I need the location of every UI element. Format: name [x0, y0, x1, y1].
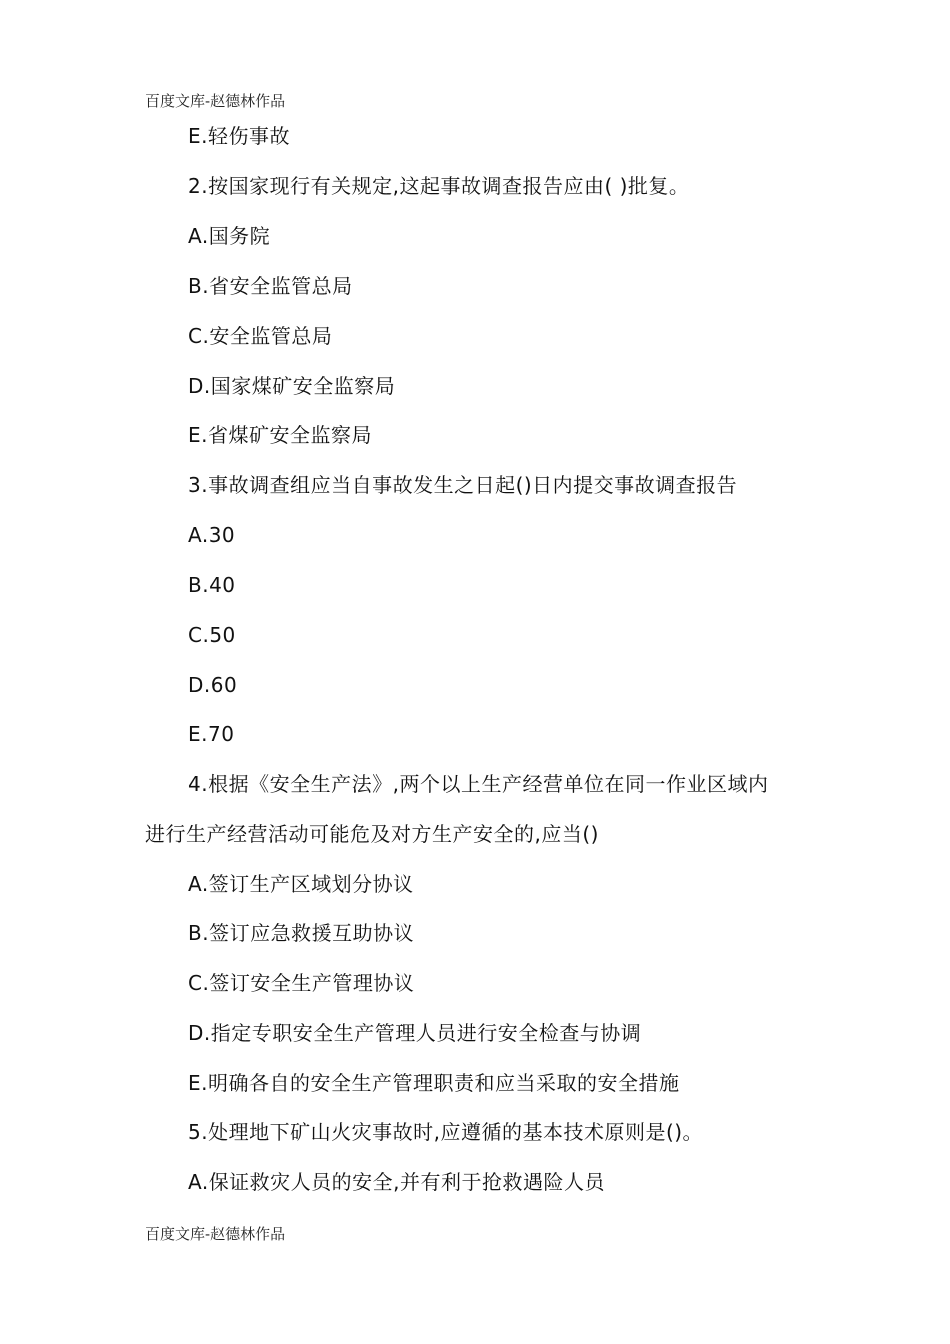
option-d-q2: D.国家煤矿安全监察局 — [188, 374, 396, 398]
option-a-q4: A.签订生产区域划分协议 — [188, 872, 414, 896]
option-c-q2: C.安全监管总局 — [188, 324, 333, 348]
option-d-q4: D.指定专职安全生产管理人员进行安全检查与协调 — [188, 1021, 642, 1045]
option-a-q2: A.国务院 — [188, 224, 271, 248]
option-c-q3: C.50 — [188, 623, 236, 647]
question-2: 2.按国家现行有关规定,这起事故调查报告应由( )批复。 — [188, 174, 690, 198]
page-header: 百度文库-赵德林作品 — [145, 92, 286, 110]
option-a-q3: A.30 — [188, 523, 236, 547]
option-b-q2: B.省安全监管总局 — [188, 274, 353, 298]
option-a-q5: A.保证救灾人员的安全,并有利于抢救遇险人员 — [188, 1170, 606, 1194]
question-4-line-1: 4.根据《安全生产法》,两个以上生产经营单位在同一作业区域内 — [188, 772, 769, 796]
question-4-line-2: 进行生产经营活动可能危及对方生产安全的,应当() — [145, 822, 599, 846]
option-c-q4: C.签订安全生产管理协议 — [188, 971, 415, 995]
question-3: 3.事故调查组应当自事故发生之日起()日内提交事故调查报告 — [188, 473, 738, 497]
option-b-q4: B.签订应急救援互助协议 — [188, 921, 415, 945]
option-e-q3: E.70 — [188, 722, 235, 746]
option-b-q3: B.40 — [188, 573, 236, 597]
page-footer: 百度文库-赵德林作品 — [145, 1225, 286, 1243]
option-e-q2: E.省煤矿安全监察局 — [188, 423, 372, 447]
question-5: 5.处理地下矿山火灾事故时,应遵循的基本技术原则是()。 — [188, 1120, 704, 1144]
option-e-q1: E.轻伤事故 — [188, 124, 290, 148]
option-e-q4: E.明确各自的安全生产管理职责和应当采取的安全措施 — [188, 1071, 680, 1095]
option-d-q3: D.60 — [188, 673, 238, 697]
